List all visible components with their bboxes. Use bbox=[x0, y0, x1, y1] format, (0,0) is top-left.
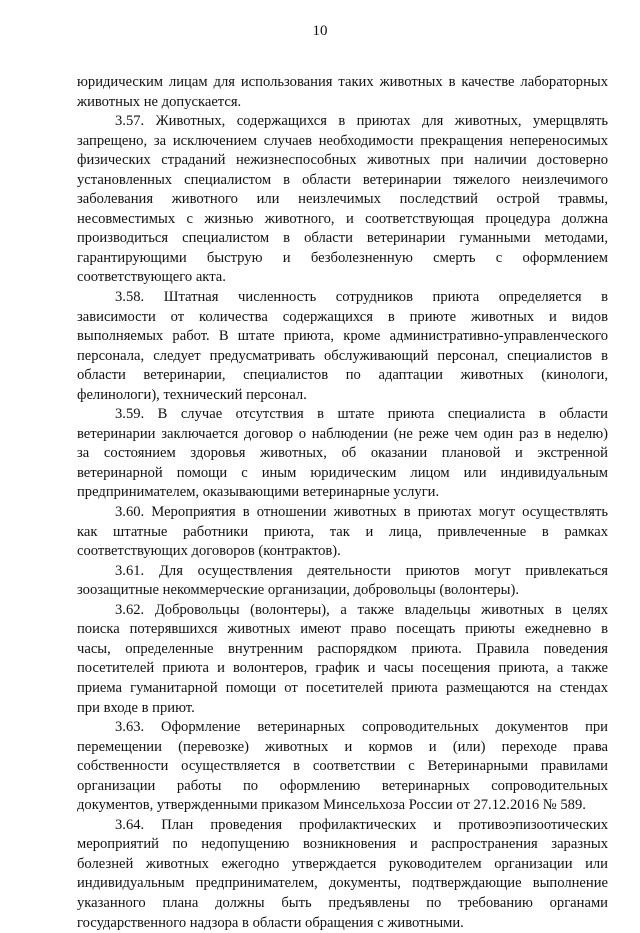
text-line: собственности осуществляется в соответствии с Ветеринарными правилами bbox=[77, 758, 608, 775]
text-line: юридическим лицам для использования таких животных в качестве лабораторных bbox=[77, 74, 608, 90]
text-line: 3.61. Для осуществления деятельности приютов могут привлекаться bbox=[115, 562, 608, 579]
text-line: 3.62. Добровольцы (волонтеры), а также владельцы животных в целях bbox=[115, 601, 608, 618]
text-line: области ветеринарии, специалистов по адаптации животных (кинологи, bbox=[77, 367, 608, 384]
text-line: при входе в приют. bbox=[77, 699, 195, 716]
text-line: указанного плана должны быть предъявлены по требованию органами bbox=[77, 894, 608, 911]
text-line: гарантирующими быструю и безболезненную смерть с оформлением bbox=[77, 249, 608, 266]
text-line: организации работы по оформлению ветеринарных сопроводительных bbox=[77, 777, 608, 794]
text-line: 3.58. Штатная численность сотрудников приюта определяется в bbox=[115, 289, 608, 306]
text-line: 3.57. Животных, содержащихся в приютах для животных, умерщвлять bbox=[115, 113, 608, 130]
text-line: фелинологи), технический персонал. bbox=[77, 386, 307, 403]
text-line: производиться специалистом в области ветеринарии гуманными методами, bbox=[77, 230, 608, 247]
text-line: соответствующего акта. bbox=[77, 269, 226, 286]
text-line: зависимости от количества содержащихся в приюте животных и видов bbox=[77, 308, 608, 325]
text-line: за состоянием здоровья животных, об оказании плановой и экстренной bbox=[77, 445, 608, 462]
page-number: 10 bbox=[312, 23, 328, 39]
text-line: как штатные работники приюта, так и лица, привлеченные в рамках bbox=[77, 523, 608, 540]
text-line: установленных специалистом в области ветеринарии тяжелого неизлечимого bbox=[77, 171, 608, 188]
text-line: заболевания животного или неизлечимых последствий острой травмы, bbox=[77, 191, 608, 208]
text-line: приема гуманитарной помощи от посетителей приюта размещаются на стендах bbox=[77, 679, 608, 696]
text-line: физических страданий нежизнеспособных животных при наличии достоверно bbox=[77, 152, 608, 169]
text-line: 3.64. План проведения профилактических и противоэпизоотических bbox=[115, 816, 608, 833]
text-line: предпринимателем, оказывающими ветеринарные услуги. bbox=[77, 484, 440, 501]
text-line: 3.59. В случае отсутствия в штате приюта специалиста в области bbox=[115, 406, 608, 423]
text-line: индивидуальным предпринимателем, документы, подтверждающие выполнение bbox=[77, 875, 608, 892]
text-line: зоозащитные некоммерческие организации, добровольцы (волонтеры). bbox=[77, 582, 519, 599]
text-line: ветеринарной помощи с иным юридическим лицом или индивидуальным bbox=[77, 464, 608, 481]
text-line: животных не допускается. bbox=[77, 93, 242, 110]
text-line: часы, определенные внутренним распорядком приюта. Правила поведения bbox=[77, 640, 608, 657]
document-body bbox=[77, 73, 608, 933]
text-line: 3.63. Оформление ветеринарных сопроводительных документов при bbox=[115, 719, 608, 736]
text-line: государственного надзора в области обращения с животными. bbox=[77, 914, 464, 931]
text-line: ветеринарии заключается договор о наблюдении (не реже чем один раз в неделю) bbox=[77, 425, 608, 442]
text-line: болезней животных ежегодно утверждается руководителем организации или bbox=[77, 855, 608, 872]
text-line: документов, утвержденными приказом Минсельхоза России от 27.12.2016 № 589. bbox=[77, 797, 586, 814]
text-line: посетителей приюта и волонтеров, график и часы посещения приюта, а также bbox=[77, 660, 608, 677]
text-line: мероприятий по недопущению возникновения и распространения заразных bbox=[77, 836, 608, 853]
text-line: выполняемых работ. В штате приюта, кроме административно-управленческого bbox=[77, 328, 608, 345]
text-line: поиска потерявшихся животных имеют право посещать приюты ежедневно в bbox=[77, 621, 608, 638]
text-line: соответствующих договоров (контрактов). bbox=[77, 543, 341, 560]
text-line: перемещении (перевозке) животных и кормов и (или) переходе права bbox=[77, 738, 608, 755]
text-line: запрещено, за исключением случаев необходимости прекращения непереносимых bbox=[77, 132, 608, 149]
text-line: несовместимых с жизнью животного, и соответствующая процедура должна bbox=[77, 210, 608, 227]
text-line: 3.60. Мероприятия в отношении животных в приютах могут осуществлять bbox=[115, 504, 608, 521]
text-line: персонала, следует предусматривать обслуживающий персонал, специалистов в bbox=[77, 347, 608, 364]
